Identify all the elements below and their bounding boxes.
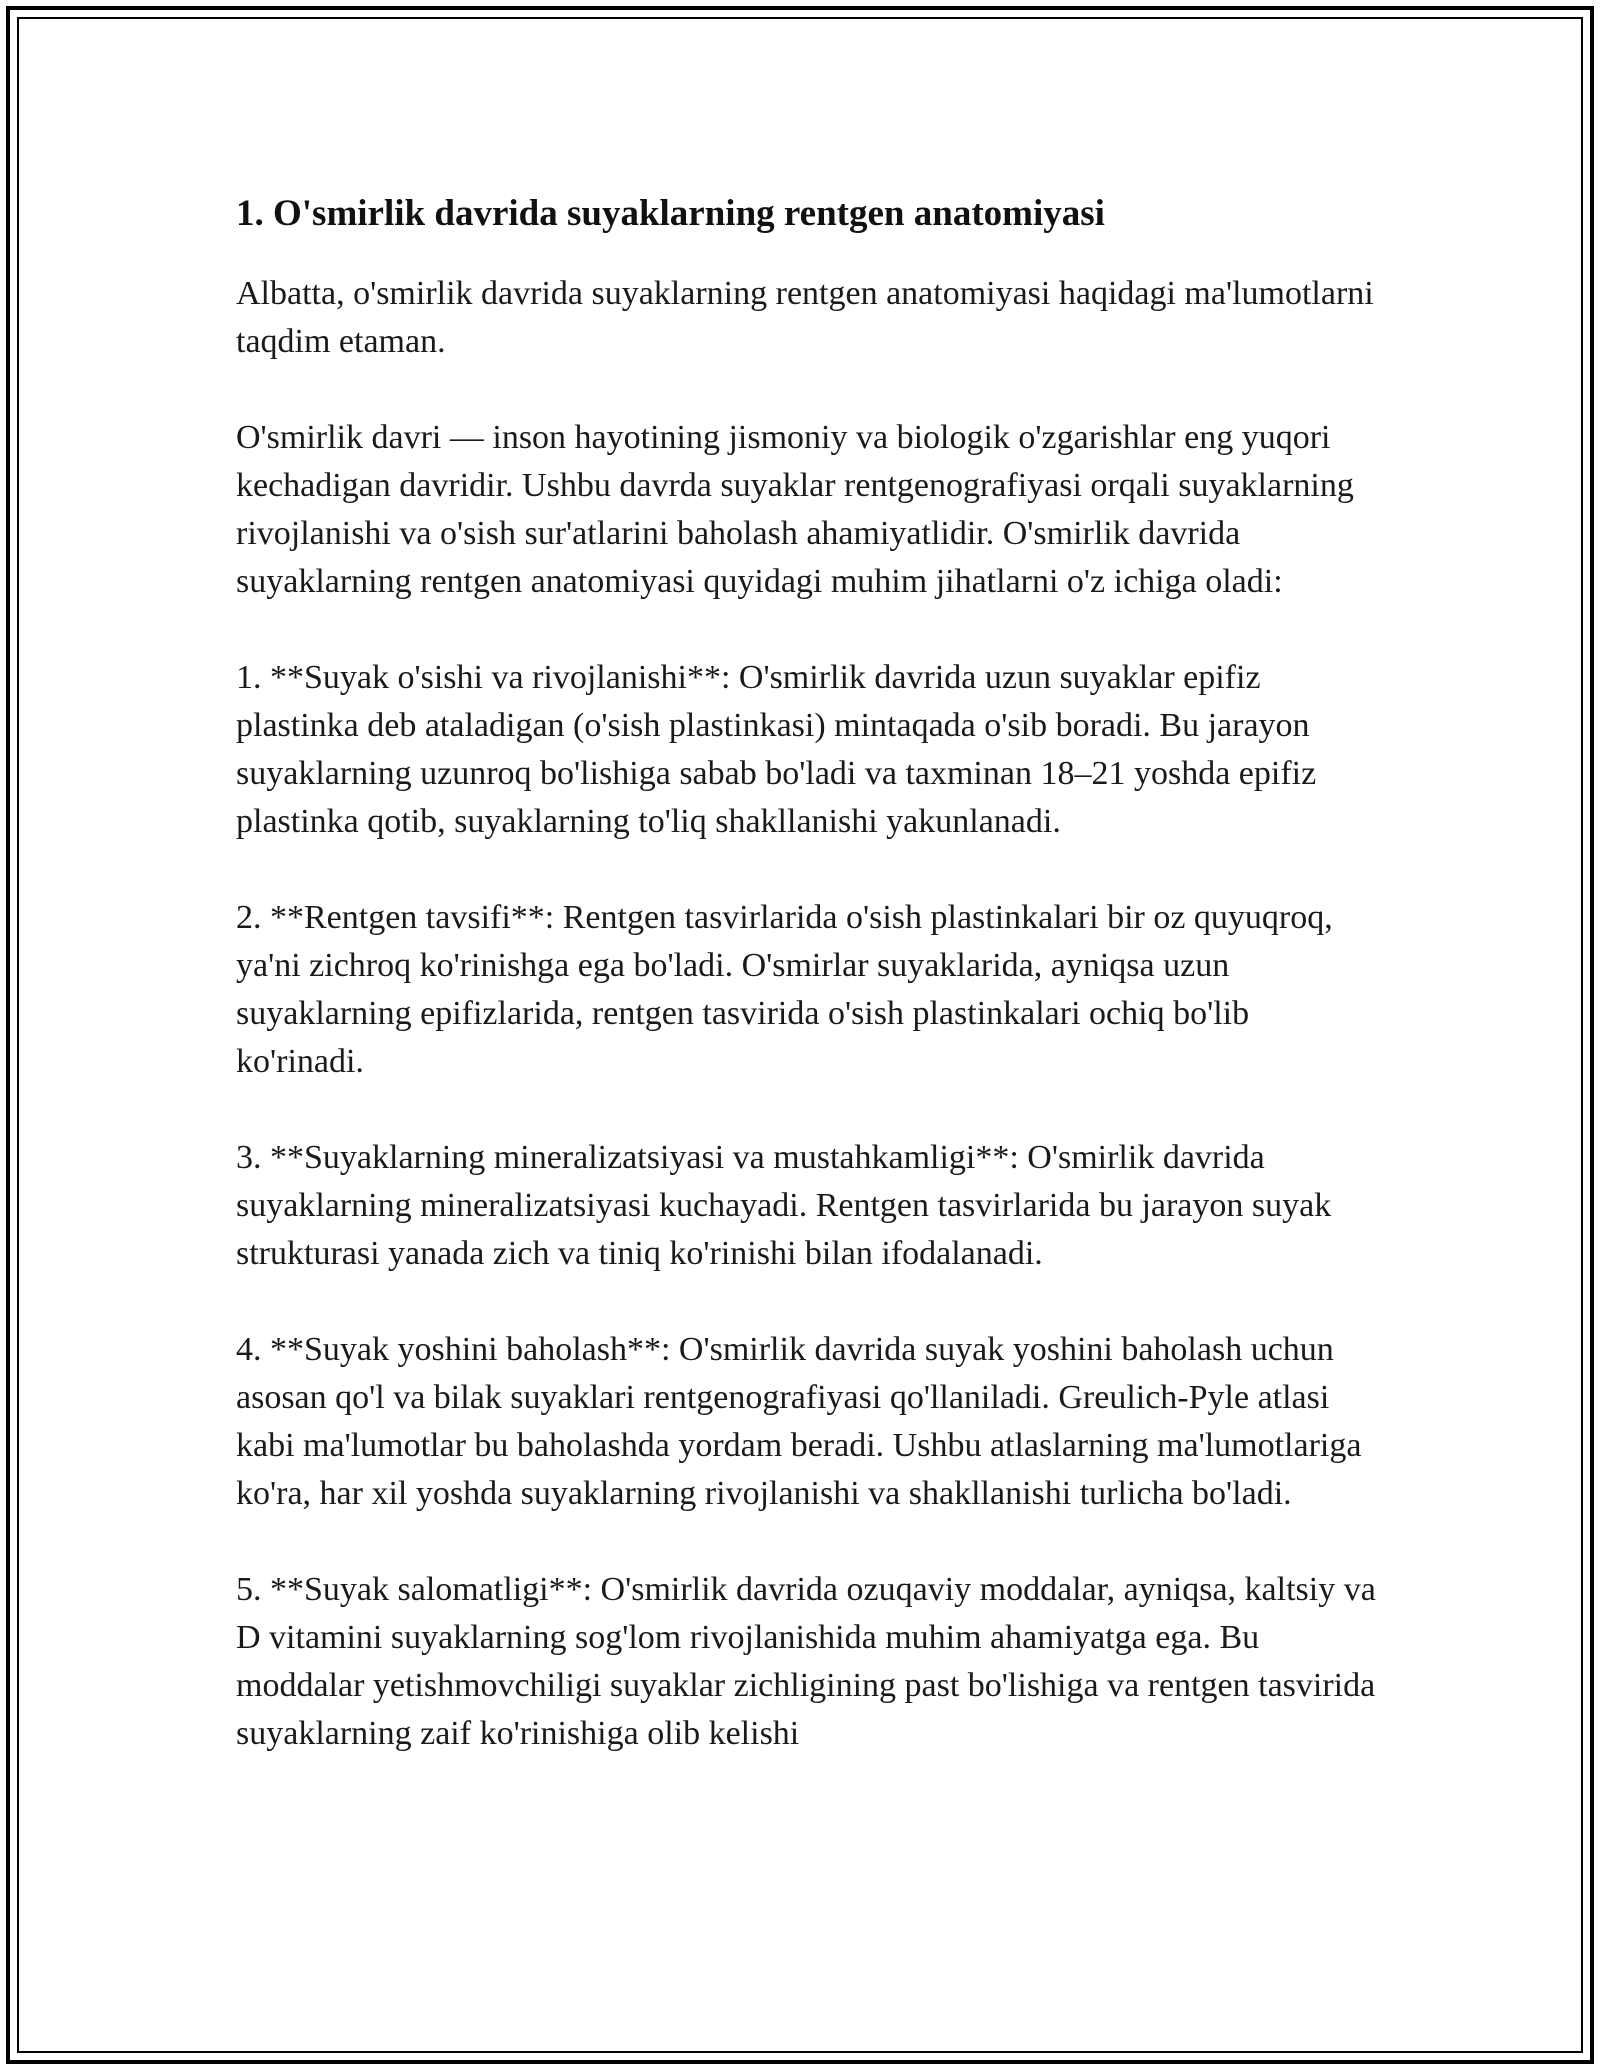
paragraph-overview: O'smirlik davri — inson hayotining jismoniy va biologik o'zgarishlar eng yuqori kechadigan davridir. Ushbu davrda suyaklar rentgenografiyasi orqali suyaklarning rivojlanishi va o'sish sur'atlarini baholash ahamiyatlidir. O'smirlik davrida suyaklarning rentgen anatomiyasi quyidagi muhim jihatlarni o'z ichiga oladi:: [236, 419, 1354, 600]
list-item-xray-description: 2. **Rentgen tavsifi**: Rentgen tasvirlarida o'sish plastinkalari bir oz quyuqroq, ya'ni zichroq ko'rinishga ega bo'ladi. O'smirlar suyaklarida, ayniqsa uzun suyaklarning epifizlarida, rentgen tasvirida o'sish plastinkalari ochiq bo'lib ko'rinadi.: [236, 899, 1333, 1080]
list-item-bone-health: 5. **Suyak salomatligi**: O'smirlik davrida ozuqaviy moddalar, ayniqsa, kaltsiy va D vitamini suyaklarning sog'lom rivojlanishida muhim ahamiyatga ega. Bu moddalar yetishmovchiligi suyaklar zichligining past bo'lishiga va rentgen tasvirida suyaklarning zaif ko'rinishiga olib kelishi: [236, 1571, 1376, 1752]
document-body: [236, 185, 1376, 1806]
list-item-mineralization: 3. **Suyaklarning mineralizatsiyasi va mustahkamligi**: O'smirlik davrida suyaklarning mineralizatsiyasi kuchayadi. Rentgen tasvirlarida bu jarayon suyak strukturasi yanada zich va tiniq ko'rinishi bilan ifodalanadi.: [236, 1139, 1332, 1272]
paragraph-intro: Albatta, o'smirlik davrida suyaklarning rentgen anatomiyasi haqidagi ma'lumotlarni taqdim etaman.: [236, 275, 1374, 360]
list-item-bone-growth: 1. **Suyak o'sishi va rivojlanishi**: O'smirlik davrida uzun suyaklar epifiz plastinka deb ataladigan (o'sish plastinkasi) mintaqada o'sib boradi. Bu jarayon suyaklarning uzunroq bo'lishiga sabab bo'ladi va taxminan 18–21 yoshda epifiz plastinka qotib, suyaklarning to'liq shakllanishi yakunlanadi.: [236, 659, 1317, 840]
list-item-bone-age: 4. **Suyak yoshini baholash**: O'smirlik davrida suyak yoshini baholash uchun asosan qo'l va bilak suyaklari rentgenografiyasi qo'llaniladi. Greulich-Pyle atlasi kabi ma'lumotlar bu baholashda yordam beradi. Ushbu atlaslarning ma'lumotlariga ko'ra, har xil yoshda suyaklarning rivojlanishi va shakllanishi turlicha bo'ladi.: [236, 1331, 1362, 1512]
document-title: 1. O'smirlik davrida suyaklarning rentgen anatomiyasi: [236, 193, 1105, 234]
